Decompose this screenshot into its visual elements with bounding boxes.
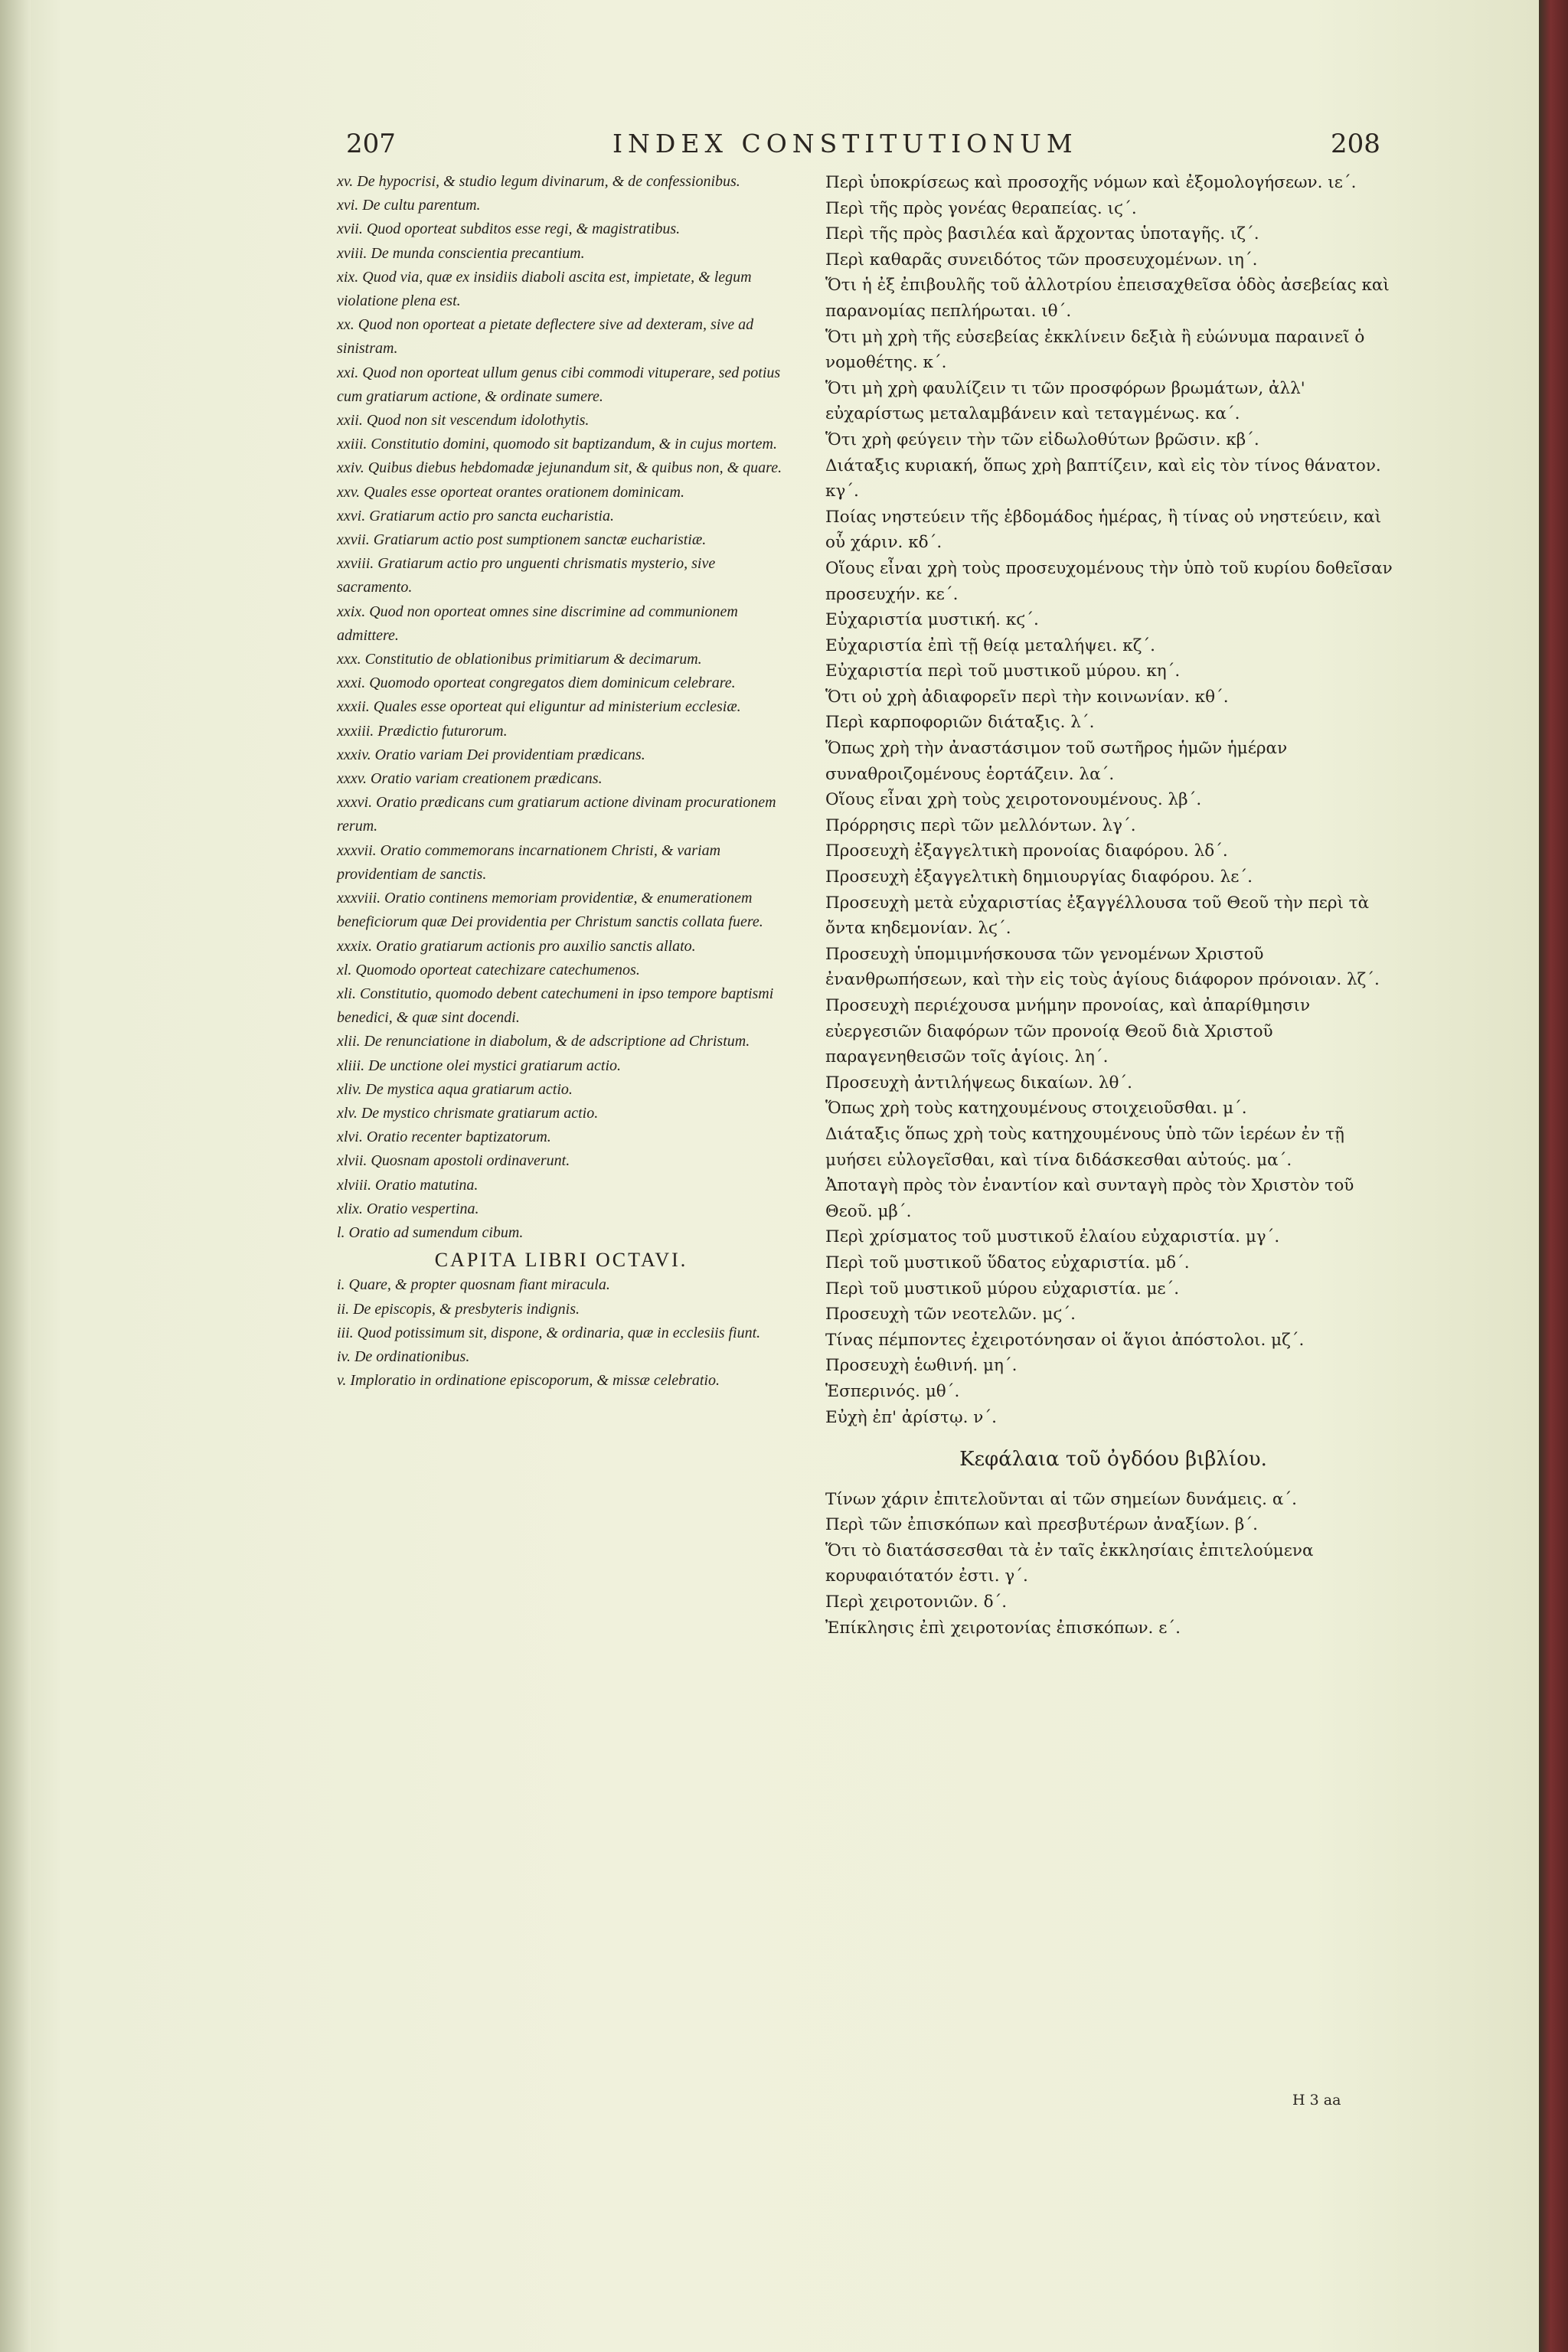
page-number-right: 208	[1331, 129, 1380, 159]
greek-index-entry: Εὐχαριστία μυστική. κϛ΄.	[825, 610, 1039, 630]
greek-index-entry: Προσευχὴ ἐξαγγελτικὴ δημιουργίας διαφόρου. λε΄.	[825, 867, 1253, 887]
latin-index-entry: i. Quare, & propter quosnam fiant miracula.	[337, 1276, 610, 1294]
greek-index-entry: Προσευχὴ περιέχουσα μνήμην προνοίας, καὶ ἀπαρίθμησιν εὐεργεσιῶν διαφόρων τῶν προνοίᾳ Θεοῦ διὰ Χριστοῦ παραγενηθεισῶν τοῖς ἁγίοις. λη΄.	[825, 996, 1311, 1067]
latin-index-entry: xv. De hypocrisi, & studio legum divinarum, & de confessionibus.	[337, 173, 740, 190]
greek-index-entry: Περὶ καρποφοριῶν διάταξις. λ΄.	[825, 713, 1095, 733]
latin-index-entry: xxix. Quod non oporteat omnes sine discrimine ad communionem admittere.	[337, 603, 738, 644]
latin-index-entry: xxiii. Constitutio domini, quomodo sit baptizandum, & in cujus mortem.	[337, 436, 777, 453]
latin-index-entry: xvi. De cultu parentum.	[337, 197, 481, 214]
greek-index-entry: Προσευχὴ τῶν νεοτελῶν. μϛ΄.	[825, 1305, 1076, 1325]
latin-index-entry: xxxi. Quomodo oporteat congregatos diem dominicum celebrare.	[337, 675, 736, 692]
latin-index-entry: xxxv. Oratio variam creationem prædicans.	[337, 770, 603, 788]
page-number-left: 207	[346, 129, 396, 159]
book-edge	[1539, 0, 1568, 2352]
greek-index-entry: Τίνων χάριν ἐπιτελοῦνται αἱ τῶν σημείων δυνάμεις. α΄.	[825, 1489, 1297, 1509]
greek-index-entry: Οἵους εἶναι χρὴ τοὺς χειροτονουμένους. λβ΄.	[825, 790, 1202, 810]
greek-index-entry: Ποίας νηστεύειν τῆς ἑβδομάδος ἡμέρας, ἢ τίνας οὐ νηστεύειν, καὶ οὗ χάριν. κδ΄.	[825, 507, 1382, 553]
latin-index-entry: xxxiii. Prædictio futurorum.	[337, 722, 508, 740]
latin-index-entry: xxxvi. Oratio prædicans cum gratiarum actione divinam procurationem rerum.	[337, 794, 776, 835]
latin-column	[337, 170, 786, 1393]
latin-index-entry: xxxix. Oratio gratiarum actionis pro auxilio sanctis allato.	[337, 937, 696, 955]
greek-index-entry: Προσευχὴ ἐξαγγελτικὴ προνοίας διαφόρου. λδ΄.	[825, 841, 1228, 861]
greek-index-entry: Προσευχὴ μετὰ εὐχαριστίας ἐξαγγέλλουσα τοῦ Θεοῦ τὴν περὶ τὰ ὄντα κηδεμονίαν. λϛ΄.	[825, 893, 1370, 939]
latin-index-entry: xxi. Quod non oporteat ullum genus cibi commodi vituperare, sed potius cum gratiarum actione, & ordinate sumere.	[337, 364, 781, 405]
latin-book8-heading: CAPITA LIBRI OCTAVI.	[434, 1249, 688, 1272]
greek-index-entry: Εὐχαριστία περὶ τοῦ μυστικοῦ μύρου. κη΄.	[825, 662, 1181, 681]
latin-index-entry: xxvi. Gratiarum actio pro sancta eucharistia.	[337, 507, 614, 524]
latin-book8-list	[337, 1273, 786, 1393]
greek-index-entry: Ὅτι οὐ χρὴ ἀδιαφορεῖν περὶ τὴν κοινωνίαν. κθ΄.	[825, 687, 1229, 707]
greek-index-entry: Εὐχὴ ἐπ' ἀρίστῳ. ν΄.	[825, 1407, 997, 1427]
greek-index-entry: Προσευχὴ ὑπομιμνήσκουσα τῶν γενομένων Χριστοῦ ἐνανθρωπήσεων, καὶ τὴν εἰς τοὺς ἁγίους διάφορον πρόνοιαν. λζ΄.	[825, 944, 1380, 990]
greek-index-entry: Προσευχὴ ἑωθινή. μη΄.	[825, 1356, 1018, 1376]
latin-index-entry: xxxviii. Oratio continens memoriam providentiæ, & enumerationem beneficiorum quæ Dei providentia per Christum sanctis collata fuere.	[337, 890, 763, 931]
greek-index-entry: Ὅπως χρὴ τοὺς κατηχουμένους στοιχειοῦσθαι. μ΄.	[825, 1099, 1247, 1119]
latin-index-entry: xlix. Oratio vespertina.	[337, 1200, 479, 1217]
signature-mark: H 3 aa	[1292, 2092, 1341, 2109]
greek-index-entry: Περὶ τοῦ μυστικοῦ μύρου εὐχαριστία. με΄.	[825, 1279, 1180, 1298]
latin-index-entry: xlv. De mystico chrismate gratiarum actio.	[337, 1104, 599, 1122]
greek-index-entry: Ὅτι ἡ ἐξ ἐπιβουλῆς τοῦ ἀλλοτρίου ἐπεισαχθεῖσα ὁδὸς ἀσεβείας καὶ παρανομίας πεπλήρωται. ιθ΄.	[825, 276, 1390, 321]
greek-book8-list	[825, 1487, 1401, 1642]
latin-index-entry: xxxiv. Oratio variam Dei providentiam prædicans.	[337, 746, 645, 763]
greek-index-entry: Ἀποταγὴ πρὸς τὸν ἐναντίον καὶ συνταγὴ πρὸς τὸν Χριστὸν τοῦ Θεοῦ. μβ΄.	[825, 1176, 1354, 1221]
latin-index-entry: xxvii. Gratiarum actio post sumptionem sanctæ eucharistiæ.	[337, 531, 707, 549]
latin-index-entry: xli. Constitutio, quomodo debent catechumeni in ipso tempore baptismi benedici, & quæ sint docendi.	[337, 985, 774, 1027]
latin-index-entry: xxxii. Quales esse oporteat qui eliguntur ad ministerium ecclesiæ.	[337, 698, 741, 716]
latin-index-entry: xl. Quomodo oporteat catechizare catechumenos.	[337, 961, 640, 978]
page-gutter	[0, 0, 31, 2352]
greek-index-entry: Περὶ χειροτονιῶν. δ΄.	[825, 1592, 1008, 1612]
greek-index-entry: Περὶ τῆς πρὸς βασιλέα καὶ ἄρχοντας ὑποταγῆς. ιζ΄.	[825, 224, 1259, 244]
latin-index-entry: xxiv. Quibus diebus hebdomadæ jejunandum sit, & quibus non, & quare.	[337, 459, 782, 477]
greek-index-entry: Περὶ καθαρᾶς συνειδότος τῶν προσευχομένων. ιη΄.	[825, 250, 1258, 270]
latin-index-entry: xxxvii. Oratio commemorans incarnationem Christi, & variam providentiam de sanctis.	[337, 841, 721, 883]
greek-index-entry: Ὅτι χρὴ φεύγειν τὴν τῶν εἰδωλοθύτων βρῶσιν. κβ΄.	[825, 430, 1259, 449]
latin-index-entry: xix. Quod via, quæ ex insidiis diaboli ascita est, impietate, & legum violatione plena est.	[337, 268, 752, 310]
greek-index-entry: Διάταξις κυριακή, ὅπως χρὴ βαπτίζειν, καὶ εἰς τὸν τίνος θάνατον. κγ΄.	[825, 456, 1381, 501]
latin-index-entry: xliii. De unctione olei mystici gratiarum actio.	[337, 1057, 622, 1074]
greek-index-entry: Ἐπίκλησις ἐπὶ χειροτονίας ἐπισκόπων. ε΄.	[825, 1618, 1181, 1638]
greek-index-entry: Προσευχὴ ἀντιλήψεως δικαίων. λθ΄.	[825, 1073, 1132, 1093]
greek-index-entry: Διάταξις ὅπως χρὴ τοὺς κατηχουμένους ὑπὸ τῶν ἱερέων ἐν τῇ μυήσει εὐλογεῖσθαι, καὶ τίνα διδάσκεσθαι αὐτούς. μα΄.	[825, 1124, 1344, 1170]
latin-entry-list	[337, 170, 786, 1245]
greek-book8-heading: Κεφάλαια τοῦ ὀγδόου βιβλίου.	[959, 1448, 1267, 1472]
latin-index-entry: xlvi. Oratio recenter baptizatorum.	[337, 1129, 551, 1146]
greek-index-entry: Ἑσπερινός. μθ΄.	[825, 1381, 960, 1401]
latin-index-entry: xx. Quod non oporteat a pietate deflectere sive ad dexteram, sive ad sinistram.	[337, 316, 754, 358]
greek-index-entry: Περὶ τῶν ἐπισκόπων καὶ πρεσβυτέρων ἀναξίων. β΄.	[825, 1515, 1258, 1535]
latin-index-entry: xlvii. Quosnam apostoli ordinaverunt.	[337, 1152, 570, 1170]
greek-index-entry: Πρόρρησις περὶ τῶν μελλόντων. λγ΄.	[825, 815, 1136, 835]
latin-index-entry: l. Oratio ad sumendum cibum.	[337, 1223, 524, 1241]
latin-index-entry: xlviii. Oratio matutina.	[337, 1176, 479, 1194]
greek-index-entry: Ὅτι μὴ χρὴ φαυλίζειν τι τῶν προσφόρων βρωμάτων, ἀλλ' εὐχαρίστως μεταλαμβάνειν καὶ τεταγμένως. κα΄.	[825, 378, 1305, 424]
latin-index-entry: xxx. Constitutio de oblationibus primitiarum & decimarum.	[337, 651, 702, 668]
greek-index-entry: Ὅπως χρὴ τὴν ἀναστάσιμον τοῦ σωτῆρος ἡμῶν ἡμέραν συναθροιζομένους ἑορτάζειν. λα΄.	[825, 739, 1288, 784]
latin-index-entry: xxii. Quod non sit vescendum idolothytis.	[337, 412, 590, 430]
greek-index-entry: Ὅτι μὴ χρὴ τῆς εὐσεβείας ἐκκλίνειν δεξιὰ ἢ εὐώνυμα παραινεῖ ὁ νομοθέτης. κ΄.	[825, 327, 1365, 373]
greek-column	[825, 170, 1401, 1641]
greek-entry-list	[825, 170, 1401, 1430]
greek-index-entry: Περὶ ὑποκρίσεως καὶ προσοχῆς νόμων καὶ ἐξομολογήσεων. ιε΄.	[825, 173, 1357, 192]
latin-index-entry: xlii. De renunciatione in diabolum, & de adscriptione ad Christum.	[337, 1033, 750, 1050]
latin-index-entry: xvii. Quod oporteat subditos esse regi, & magistratibus.	[337, 220, 681, 238]
latin-index-entry: iv. De ordinationibus.	[337, 1348, 470, 1365]
greek-index-entry: Ὅτι τὸ διατάσσεσθαι τὰ ἐν ταῖς ἐκκλησίαις ἐπιτελούμενα κορυφαιότατόν ἐστι. γ΄.	[825, 1540, 1314, 1586]
running-title: INDEX CONSTITUTIONUM	[612, 129, 1078, 158]
greek-index-entry: Εὐχαριστία ἐπὶ τῇ θείᾳ μεταλήψει. κζ΄.	[825, 635, 1155, 655]
greek-index-entry: Οἵους εἶναι χρὴ τοὺς προσευχομένους τὴν ὑπὸ τοῦ κυρίου δοθεῖσαν προσευχήν. κε΄.	[825, 558, 1393, 604]
latin-index-entry: xxviii. Gratiarum actio pro unguenti chrismatis mysterio, sive sacramento.	[337, 555, 716, 596]
greek-index-entry: Περὶ χρίσματος τοῦ μυστικοῦ ἐλαίου εὐχαριστία. μγ΄.	[825, 1227, 1280, 1247]
latin-index-entry: ii. De episcopis, & presbyteris indignis.	[337, 1300, 580, 1318]
latin-index-entry: iii. Quod potissimum sit, dispone, & ordinaria, quæ in ecclesiis fiunt.	[337, 1324, 761, 1341]
latin-index-entry: xxv. Quales esse oporteat orantes orationem dominicam.	[337, 483, 684, 501]
greek-index-entry: Περὶ τοῦ μυστικοῦ ὕδατος εὐχαριστία. μδ΄.	[825, 1253, 1190, 1272]
latin-index-entry: v. Imploratio in ordinatione episcoporum, & missæ celebratio.	[337, 1372, 720, 1390]
latin-index-entry: xviii. De munda conscientia precantium.	[337, 244, 585, 262]
greek-index-entry: Τίνας πέμποντες ἐχειροτόνησαν οἱ ἅγιοι ἀπόστολοι. μζ΄.	[825, 1330, 1305, 1350]
latin-index-entry: xliv. De mystica aqua gratiarum actio.	[337, 1080, 573, 1098]
greek-index-entry: Περὶ τῆς πρὸς γονέας θεραπείας. ιϛ΄.	[825, 198, 1137, 218]
